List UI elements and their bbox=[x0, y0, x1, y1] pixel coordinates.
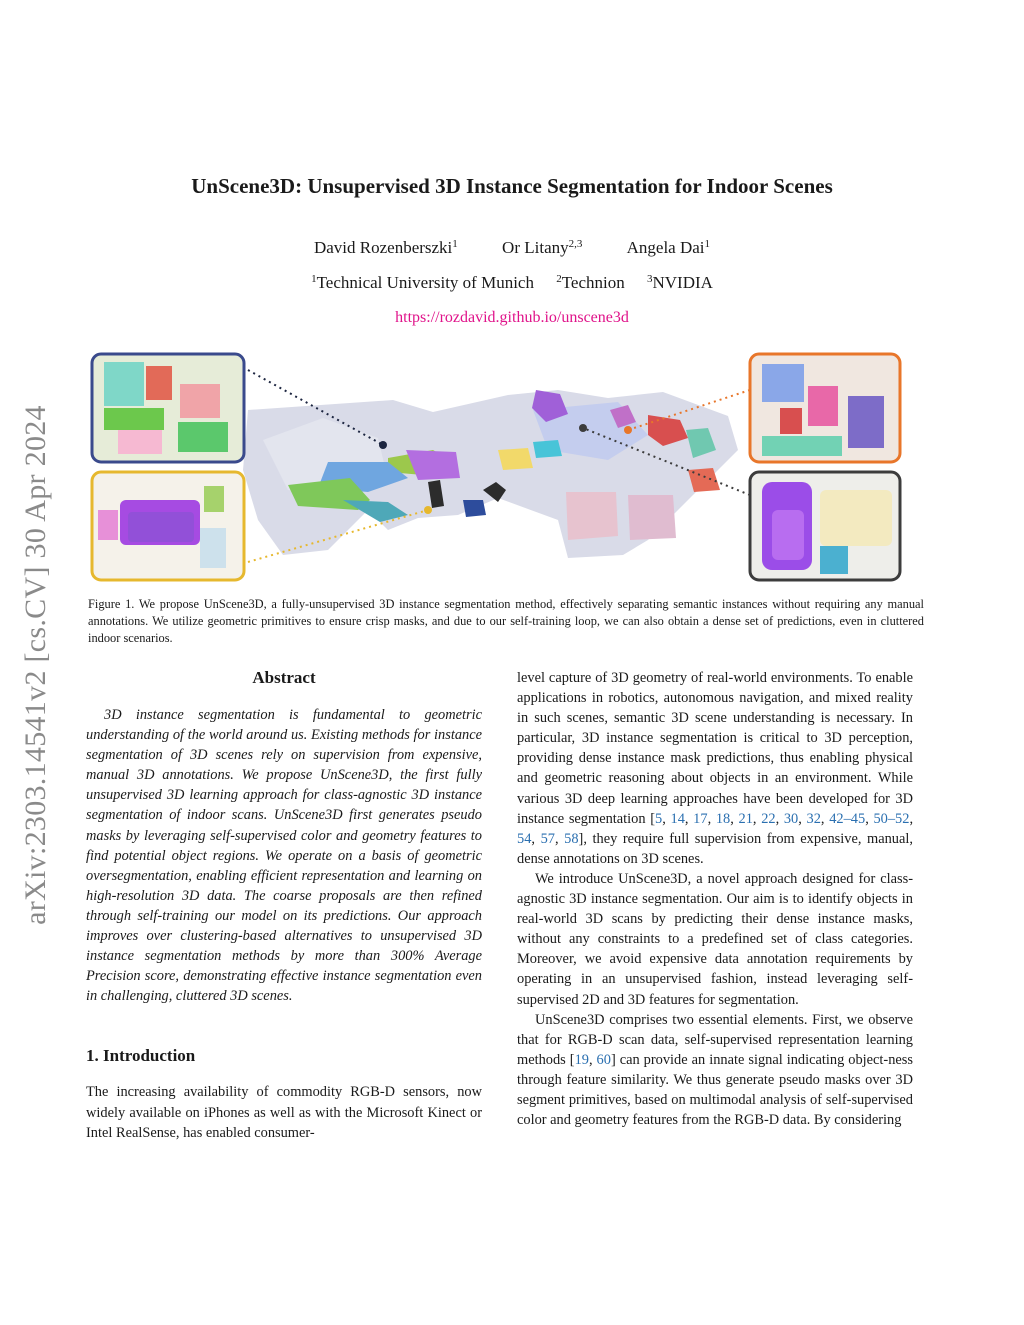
intro-paragraph: We introduce UnScene3D, a novel approach designed for class-agnostic 3D instance segmentation. Our aim is to identify objects in real-world 3D scans by predicting their dense instance masks, without any constraints to a predefined set of class categories. Moreover, we avoid expensive data annotation requirements by operating in an unsupervised fashion, instead leveraging self-supervised 2D and 3D features for segmentation. bbox=[517, 870, 913, 1008]
affiliation-list bbox=[0, 273, 1024, 293]
affiliation: $^3$NVIDIA bbox=[646, 273, 713, 292]
arxiv-stamp bbox=[16, 355, 56, 975]
citation-link[interactable]: 42–45 bbox=[829, 810, 866, 827]
anchor-dot bbox=[424, 506, 432, 514]
citation-link[interactable]: 32 bbox=[806, 810, 821, 827]
anchor-dot bbox=[579, 424, 587, 432]
citation-link[interactable]: 54 bbox=[517, 830, 532, 847]
author: David Rozenberszki$^1$ bbox=[313, 238, 458, 257]
citation-link[interactable]: 50–52 bbox=[873, 810, 910, 827]
author: Angela Dai$^1$ bbox=[626, 238, 711, 257]
inset-bottom-right bbox=[750, 472, 900, 580]
teaser-figure bbox=[88, 350, 924, 585]
left-column bbox=[86, 668, 482, 1143]
citation-link[interactable]: 57 bbox=[540, 830, 555, 847]
inset-top-left bbox=[92, 354, 244, 462]
citation-link[interactable]: 18 bbox=[715, 810, 731, 827]
intro-paragraph: UnScene3D comprises two essential elements. First, we observe that for RGB-D scan data, self-supervised representation learning methods [19, 60] can provide an innate signal indicating object-ness through feature similarity. We thus generate pseudo masks over 3D segment primitives, based on multimodal analysis of self-supervised color and geometry features from the RGB-D data. By considering bbox=[517, 1011, 914, 1129]
author: Or Litany$^{2,3}$ bbox=[502, 238, 583, 257]
citation-link[interactable]: 14 bbox=[670, 810, 685, 827]
right-column bbox=[517, 668, 913, 1130]
intro-paragraph: The increasing availability of commodity RGB-D sensors, now widely available on iPhones as well as with the Microsoft Kinect or Intel RealSense, has enabled consumer- bbox=[86, 1084, 482, 1141]
abstract-text: 3D instance segmentation is fundamental to geometric understanding of the world around us. Existing methods for instance segmentation of 3D scenes rely on supervision from expensive, manual 3D annotations. We propose UnScene3D, the first fully unsupervised 3D learning approach for class-agnostic 3D instance segmentation of indoor scans. UnScene3D first generates pseudo masks by leveraging self-supervised color and geometry features to find potential object regions. We operate on a basis of geometric oversegmentation, enabling efficient representation and learning on high-resolution 3D data. The coarse proposals are then refined through self-training our model on its predictions. Our approach improves over clustering-based alternatives to unsupervised 3D instance segmentation methods by more than 300% Average Precision score, demonstrating effective instance segmentation even in challenging, cluttered 3D scenes. bbox=[86, 707, 482, 1005]
citation-link[interactable]: 30 bbox=[783, 810, 799, 827]
author-list bbox=[0, 238, 1024, 258]
inset-bottom-left bbox=[92, 472, 244, 580]
introduction-heading: 1. Introduction bbox=[86, 1046, 196, 1066]
citation-link[interactable]: 17 bbox=[693, 810, 708, 827]
abstract-heading: Abstract bbox=[252, 668, 316, 687]
anchor-dot bbox=[379, 441, 387, 449]
citation-link[interactable]: 22 bbox=[761, 810, 776, 827]
citation-link[interactable]: 5 bbox=[655, 810, 663, 827]
arxiv-id: arXiv:2303.14541v2 [cs.CV] 30 Apr 2024 bbox=[19, 405, 52, 925]
scene-reconstruction bbox=[243, 390, 738, 558]
paper-title: UnScene3D: Unsupervised 3D Instance Segmentation for Indoor Scenes bbox=[191, 174, 833, 198]
intro-paragraph: level capture of 3D geometry of real-world environments. To enable applications in robotics, autonomous navigation, and mixed reality in such scenes, semantic 3D scene understanding is necessary. In particular, 3D instance segmentation is critical to 3D perception, providing dense instance mask predictions, thus enabling physical and geometric reasoning about objects in an environment. While various 3D deep learning approaches have been developed for 3D instance segmentation [5, 14, 17, 18, 21, 22, 30, 32, 42–45, 50–52, 54, 57, 58], they require full supervision from expensive, manual, dense annotations on 3D scenes. bbox=[517, 670, 914, 867]
affiliation: $^1$Technical University of Munich bbox=[311, 273, 534, 292]
project-url-link[interactable]: https://rozdavid.github.io/unscene3d bbox=[395, 309, 629, 326]
citation-link[interactable]: 60 bbox=[596, 1051, 611, 1068]
figure-caption: Figure 1. We propose UnScene3D, a fully-unsupervised 3D instance segmentation method, effectively separating semantic instances without requiring any manual annotations. We utilize geometric primitives to ensure crisp masks, and due to our self-training loop, we can also obtain a dense set of predictions, even in cluttered indoor scenarios. bbox=[88, 597, 924, 645]
citation-link[interactable]: 21 bbox=[738, 810, 753, 827]
affiliation: $^2$Technion bbox=[556, 273, 625, 292]
anchor-dot bbox=[624, 426, 632, 434]
citation-link[interactable]: 19 bbox=[574, 1051, 589, 1068]
citation-link[interactable]: 58 bbox=[564, 830, 579, 847]
inset-top-right bbox=[750, 354, 900, 462]
